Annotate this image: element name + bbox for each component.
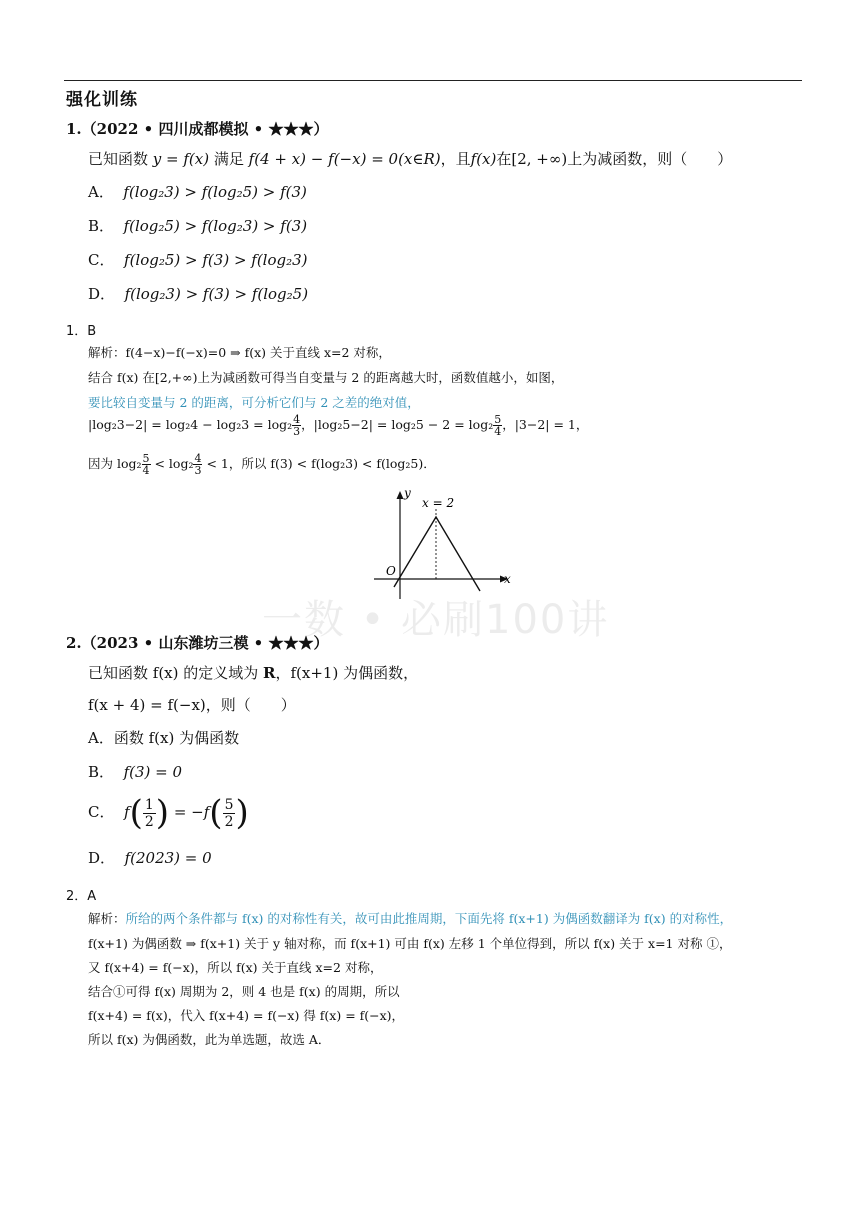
fraction-1-2 xyxy=(143,797,156,830)
y-axis-label: y xyxy=(404,487,411,500)
question-2-header: 2.（2023 • 山东潍坊三模 • ★★★） xyxy=(66,634,329,652)
answer-1-line-2: 结合 f(x) 在[2,+∞)上为减函数可得当自变量与 2 的距离越大时，函数值越小，如图， xyxy=(88,370,564,385)
denominator: 2 xyxy=(224,813,234,830)
origin-label: O xyxy=(386,564,396,578)
answer-1-line-1: 解析：f(4−x)−f(−x)=0 ⇒ f(x) 关于直线 x=2 对称， xyxy=(88,345,391,360)
option-label: D． xyxy=(88,849,116,867)
option-text: f(2023) = 0 xyxy=(124,849,212,867)
stem-part: f(x) xyxy=(470,150,497,168)
option-label: D． xyxy=(88,285,116,303)
stem-part: y = f(x) xyxy=(152,150,210,168)
function-curve xyxy=(394,517,480,591)
option-text: f(3) = 0 xyxy=(123,763,183,781)
fraction-5-2 xyxy=(223,797,236,830)
answer-2-line-4: 结合①可得 f(x) 周期为 2，则 4 也是 f(x) 的周期，所以 xyxy=(88,984,400,999)
answer-1-line-3: 要比较自变量与 2 的距离，可分析它们与 2 之差的绝对值， xyxy=(88,395,420,410)
denominator: 3 xyxy=(194,464,202,477)
symmetry-line-label: x = 2 xyxy=(422,496,455,510)
question-1-option-d[interactable] xyxy=(88,283,308,304)
denominator: 4 xyxy=(142,464,150,477)
answer-2-line-5: f(x+4) = f(x)，代入 f(x+4) = f(−x) 得 f(x) = f(−x)， xyxy=(88,1008,405,1023)
line-part: < log₂ xyxy=(150,456,194,471)
question-1-option-c[interactable] xyxy=(88,249,308,270)
option-text: f(log₂5) > f(log₂3) > f(3) xyxy=(123,217,308,235)
numerator: 4 xyxy=(293,413,301,426)
denominator: 4 xyxy=(494,425,502,438)
line-part: < 1，所以 f(3) < f(log₂3) < f(log₂5)． xyxy=(202,456,436,471)
question-2-option-a[interactable] xyxy=(88,727,239,748)
option-label: A． xyxy=(88,183,114,201)
question-1-option-b[interactable] xyxy=(88,215,307,236)
paren: ( xyxy=(129,793,143,833)
question-2-option-d[interactable] xyxy=(88,847,212,868)
option-eq: = −f xyxy=(173,803,210,821)
symmetry-graph xyxy=(374,487,524,599)
line-part: ，|3−2| = 1， xyxy=(502,417,589,432)
line-part: 解析： xyxy=(88,911,126,926)
line-part: ，|log₂5−2| = log₂5 − 2 = log₂ xyxy=(301,417,494,432)
line-part: 所给的两个条件都与 f(x) 的对称性有关，故可由此推周期，下面先将 f(x+1) 为偶函数翻译为 f(x) 的对称性， xyxy=(125,911,733,926)
stem-part: 满足 xyxy=(213,150,244,168)
numerator: 1 xyxy=(144,796,154,813)
numerator: 4 xyxy=(194,452,202,465)
y-axis-arrow xyxy=(397,491,404,499)
paren: ) xyxy=(235,793,249,833)
answer-2-line-1 xyxy=(88,909,732,927)
fraction-5-4 xyxy=(142,453,151,476)
line-part: |log₂3−2| = log₂4 − log₂3 = log₂ xyxy=(88,417,293,432)
answer-1-line-5 xyxy=(88,453,436,476)
option-text: 函数 f(x) 为偶函数 xyxy=(113,729,240,747)
stem-part: ，f(x+1) 为偶函数， xyxy=(275,664,419,682)
stem-part: 已知函数 xyxy=(88,150,149,168)
top-rule xyxy=(64,80,802,81)
watermark: 一数 • 必刷100讲 xyxy=(262,597,610,643)
stem-part: ，且 xyxy=(440,150,471,168)
denominator: 3 xyxy=(293,425,301,438)
line-part: 因为 log₂ xyxy=(88,456,142,471)
question-1-option-a[interactable] xyxy=(88,181,307,202)
option-label: B． xyxy=(88,763,115,781)
answer-2-line-3: 又 f(x+4) = f(−x)，所以 f(x) 关于直线 x=2 对称， xyxy=(88,960,383,975)
answer-2-line-6: 所以 f(x) 为偶函数，此为单选题，故选 A． xyxy=(88,1032,331,1047)
answer-1-line-4 xyxy=(88,414,588,437)
stem-part: R xyxy=(263,664,276,682)
option-f: f xyxy=(124,803,130,821)
stem-part: 已知函数 f(x) 的定义域为 xyxy=(88,664,264,682)
option-label: C． xyxy=(88,251,115,269)
question-2-stem-line-1 xyxy=(88,662,418,683)
fraction-4-3 xyxy=(292,414,301,437)
paren: ( xyxy=(209,793,223,833)
paren: ) xyxy=(155,793,170,833)
numerator: 5 xyxy=(494,413,502,426)
option-text: f(log₂5) > f(3) > f(log₂3) xyxy=(124,251,308,269)
option-label: A． xyxy=(88,729,114,747)
answer-1-header: 1．B xyxy=(66,324,97,339)
stem-part: f(4 + x) − f(−x) = 0(x∈R) xyxy=(248,150,441,168)
stem-part: 在[2, +∞)上为减函数，则（ ） xyxy=(496,150,733,168)
question-2-option-c[interactable] xyxy=(88,793,249,833)
question-1-stem xyxy=(88,148,732,169)
denominator: 2 xyxy=(144,813,154,830)
question-2-option-b[interactable] xyxy=(88,761,182,782)
option-label: B． xyxy=(88,217,115,235)
answer-2-header: 2．A xyxy=(66,889,97,904)
section-title: 强化训练 xyxy=(66,90,138,110)
option-text: f(log₂3) > f(3) > f(log₂5) xyxy=(124,285,309,303)
x-axis-label: x xyxy=(504,572,511,586)
question-2-stem-line-2: f(x + 4) = f(−x)，则（ ） xyxy=(88,696,296,714)
answer-2-line-2: f(x+1) 为偶函数 ⇒ f(x+1) 关于 y 轴对称，而 f(x+1) 可由 f(x) 左移 1 个单位得到，所以 f(x) 关于 x=1 对称 ①， xyxy=(88,936,732,951)
option-text: f(log₂3) > f(log₂5) > f(3) xyxy=(123,183,307,201)
numerator: 5 xyxy=(224,796,234,813)
question-1-header: 1.（2022 • 四川成都模拟 • ★★★） xyxy=(66,120,329,138)
fraction-5-4 xyxy=(493,414,502,437)
option-label: C． xyxy=(88,803,115,821)
numerator: 5 xyxy=(142,452,150,465)
